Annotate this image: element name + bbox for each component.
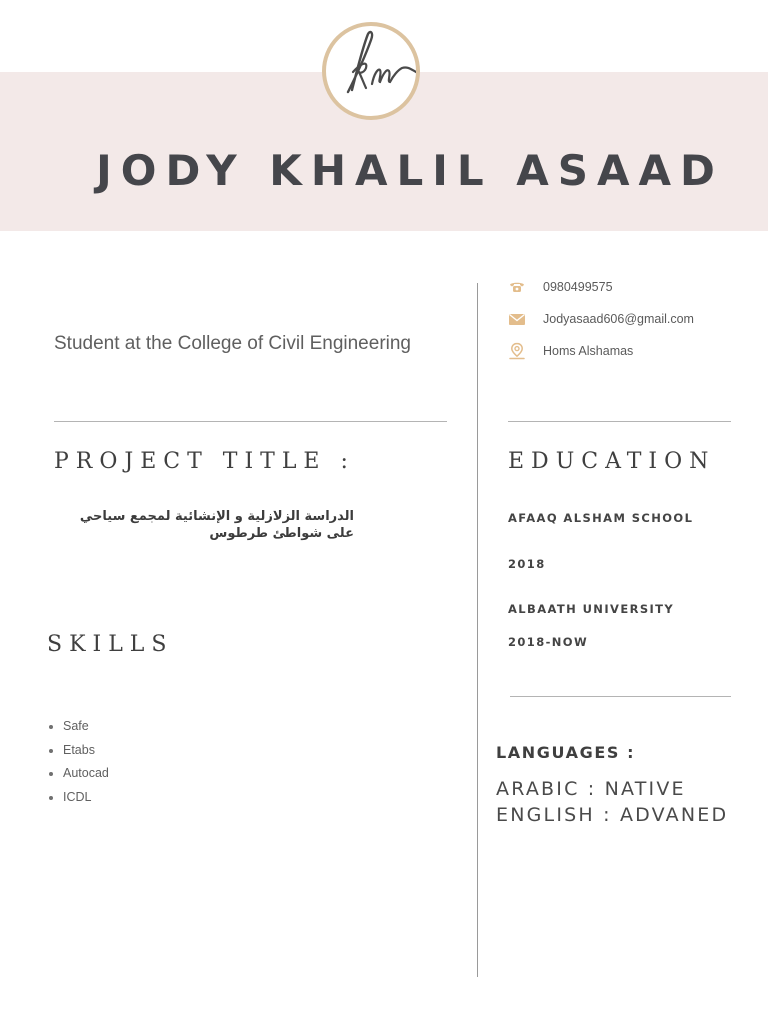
- education-heading: EDUCATION: [508, 449, 716, 474]
- bullet-icon: [49, 796, 53, 800]
- column-divider: [477, 283, 478, 977]
- contact-location: [508, 341, 633, 361]
- right-divider: [508, 421, 731, 422]
- skill-item: ICDL: [46, 786, 109, 810]
- language-item: ENGLISH : ADVANED: [496, 804, 729, 826]
- email-address: Jodyasaad606@gmail.com: [543, 312, 694, 326]
- education-year: 2018: [508, 557, 546, 571]
- project-title-text: [54, 508, 354, 542]
- contact-phone: [508, 277, 613, 297]
- bullet-icon: [49, 749, 53, 753]
- monogram-logo: [322, 22, 420, 120]
- education-divider: [510, 696, 731, 697]
- skills-heading: SKILLS: [47, 632, 174, 657]
- location-text: Homs Alshamas: [543, 344, 634, 358]
- project-title-line: الدراسة الزلازلية و الإنشائية لمجمع سياحي: [79, 509, 354, 524]
- languages-heading: LANGUAGES :: [496, 743, 636, 762]
- education-school: AFAAQ ALSHAM SCHOOL: [508, 511, 694, 525]
- education-year: 2018-NOW: [508, 635, 589, 649]
- contact-email: [508, 309, 694, 329]
- left-divider: [54, 421, 447, 422]
- education-school: ALBAATH UNIVERSITY: [508, 602, 675, 616]
- full-name: JODY KHALIL ASAAD: [96, 146, 724, 195]
- skills-list: [46, 715, 109, 809]
- bullet-icon: [49, 772, 53, 776]
- profile-tagline: Student at the College of Civil Engineering: [54, 333, 412, 354]
- phone-icon: [508, 278, 526, 296]
- location-pin-icon: [508, 342, 526, 360]
- skill-item: Safe: [46, 715, 109, 739]
- project-title-heading: PROJECT TITLE :: [54, 449, 355, 474]
- bullet-icon: [49, 725, 53, 729]
- phone-number: 0980499575: [543, 280, 613, 294]
- skill-item: Autocad: [46, 762, 109, 786]
- monogram-signature-icon: [326, 26, 416, 116]
- language-item: ARABIC : NATIVE: [496, 778, 686, 800]
- project-title-line: على شواطئ طرطوس: [209, 526, 354, 541]
- skill-item: Etabs: [46, 739, 109, 763]
- email-icon: [508, 310, 526, 328]
